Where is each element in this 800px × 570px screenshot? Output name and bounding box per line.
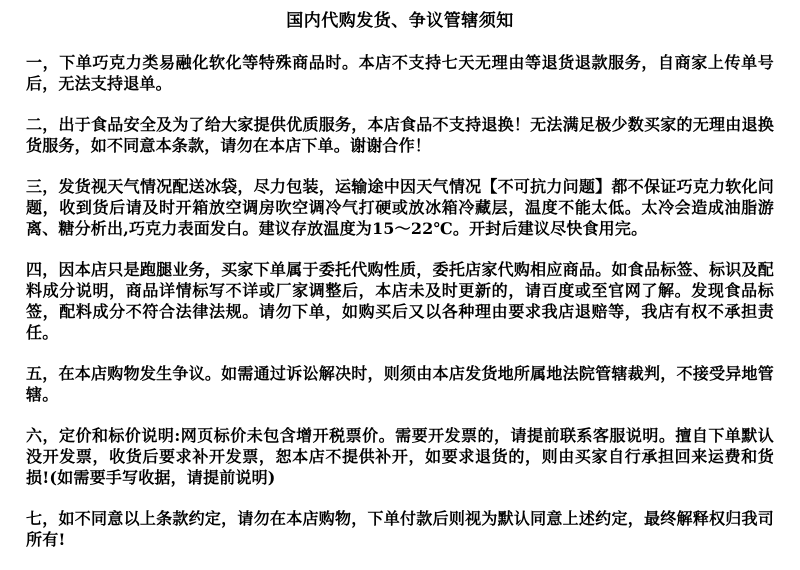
clause-3: 三，发货视天气情况配送冰袋，尽力包装，运输途中因天气情况【不可抗力问题】都不保证巧克力软化问题，收到货后请及时开箱放空调房吹空调冷气打硬或放冰箱冷藏层，温度不能太低。太冷会造成油脂游离、糖分析出,巧克力表面发白。建议存放温度为15～22℃。开封后建议尽快食用完。: [26, 177, 774, 238]
clause-1: 一，下单巧克力类易融化软化等特殊商品时。本店不支持七天无理由等退货退款服务，自商家上传单号后，无法支持退单。: [26, 53, 774, 93]
clause-2: 二，出于食品安全及为了给大家提供优质服务，本店食品不支持退换！无法满足极少数买家的无理由退换货服务，如不同意本条款，请勿在本店下单。谢谢合作！: [26, 115, 774, 155]
clause-4: 四，因本店只是跑腿业务，买家下单属于委托代购性质，委托店家代购相应商品。如食品标签、标识及配料成分说明，商品详情标写不详或厂家调整后，本店未及时更新的，请百度或至官网了解。发现食品标签，配料成分不符合法律法规。请勿下单，如购买后又以各种理由要求我店退赔等，我店有权不承担责任。: [26, 260, 774, 342]
document-title: 国内代购发货、争议管辖须知: [286, 11, 514, 31]
clause-5: 五，在本店购物发生争议。如需通过诉讼解决时，则须由本店发货地所属地法院管辖裁判，不接受异地管辖。: [26, 364, 774, 404]
clause-6: 六，定价和标价说明:网页标价未包含增开税票价。需要开发票的，请提前联系客服说明。擅自下单默认没开发票，收货后要求补开发票，恕本店不提供补开，如要求退货的，则由买家自行承担回来运费和货损!(如需要手写收据，请提前说明): [26, 426, 774, 487]
clause-7: 七，如不同意以上条款约定，请勿在本店购物，下单付款后则视为默认同意上述约定，最终解释权归我司所有!: [26, 509, 774, 549]
